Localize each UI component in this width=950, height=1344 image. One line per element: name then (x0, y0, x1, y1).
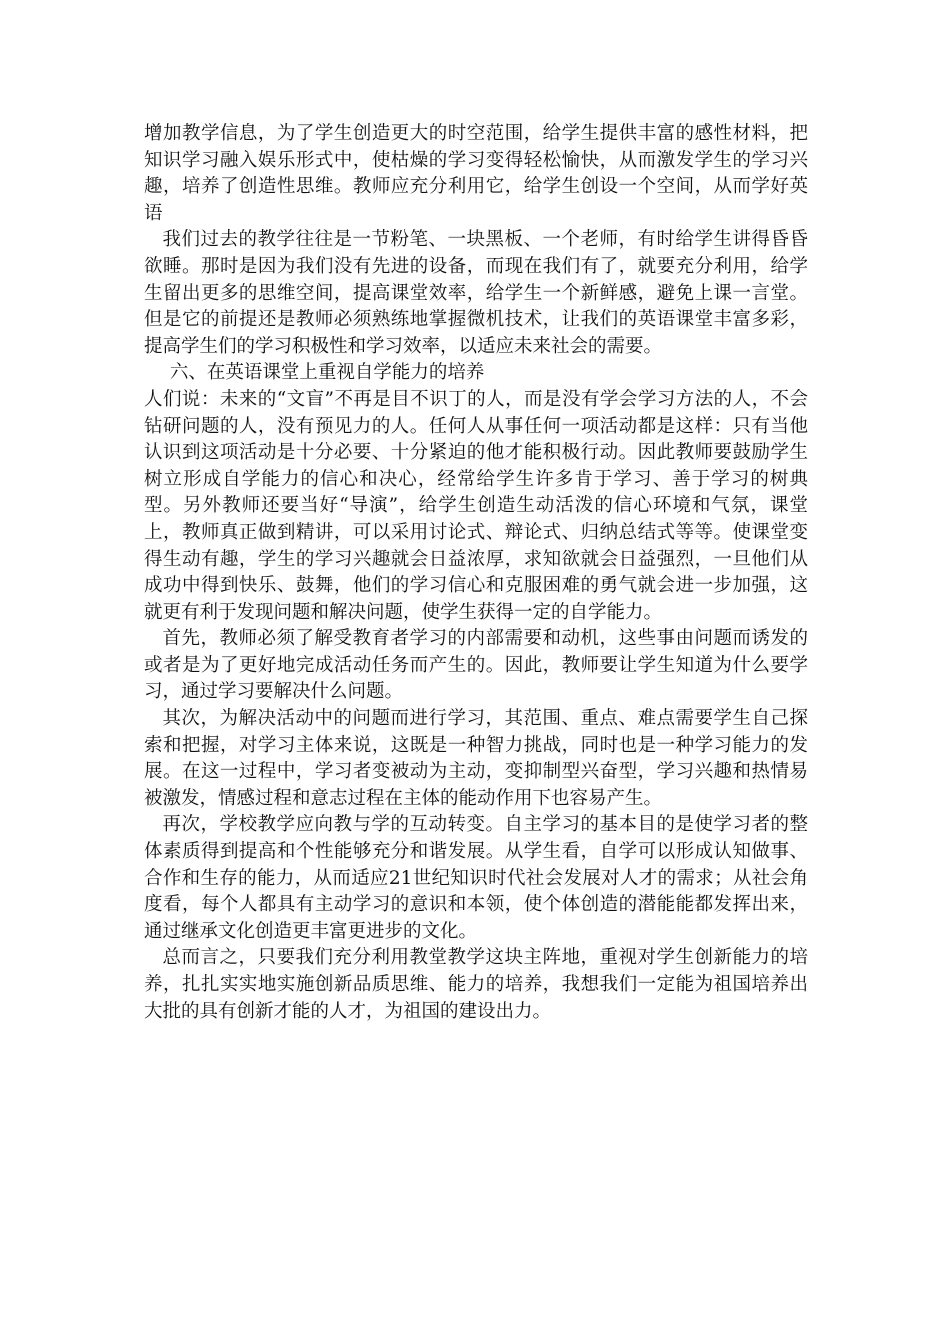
document-page (144, 121, 808, 1025)
body-paragraph-6: 再次，学校教学应向教与学的互动转变。自主学习的基本目的是使学习者的整体素质得到提高和个性能够充分和谐发展。从学生看，自学可以形成认知做事、合作和生存的能力，从而适应21世纪知识时代社会发展对人才的需求；从社会角度看，每个人都具有主动学习的意识和本领，使个体创造的潜能能都发挥出来，通过继承文化创造更丰富更进步的文化。 (144, 814, 808, 942)
body-paragraph-5: 其次，为解决活动中的问题而进行学习，其范围、重点、难点需要学生自己探索和把握，对学习主体来说，这既是一种智力挑战，同时也是一种学习能力的发展。在这一过程中，学习者变被动为主动，变抑制型兴奋型，学习兴趣和热情易被激发，情感过程和意志过程在主体的能动作用下也容易产生。 (144, 708, 808, 809)
body-paragraph-7: 总而言之，只要我们充分利用教堂教学这块主阵地，重视对学生创新能力的培养，扎扎实实地实施创新品质思维、能力的培养，我想我们一定能为祖国培养出大批的具有创新才能的人才，为祖国的建设出力。 (144, 947, 808, 1022)
section-heading-6: 六、在英语课堂上重视自学能力的培养 (169, 362, 485, 384)
body-paragraph-1: 增加教学信息，为了学生创造更大的时空范围，给学生提供丰富的感性材料，把知识学习融入娱乐形式中，使枯燥的学习变得轻松愉快，从而激发学生的学习兴趣，培养了创造性思维。教师应充分利用它，给学生创设一个空间，从而学好英语 (144, 123, 808, 224)
body-paragraph-3: 人们说：未来的“文盲”不再是目不识丁的人，而是没有学会学习方法的人，不会钻研问题的人，没有预见力的人。任何人从事任何一项活动都是这样：只有当他认识到这项活动是十分必要、十分紧迫的他才能积极行动。因此教师要鼓励学生树立形成自学能力的信心和决心，经常给学生许多肯于学习、善于学习的树典型。另外教师还要当好“导演”，给学生创造生动活泼的信心环境和气氛，课堂上，教师真正做到精讲，可以采用讨论式、辩论式、归纳总结式等等。使课堂变得生动有趣，学生的学习兴趣就会日益浓厚，求知欲就会日益强烈，一旦他们从成功中得到快乐、鼓舞，他们的学习信心和克服困难的勇气就会进一步加强，这就更有利于发现问题和解决问题，使学生获得一定的自学能力。 (144, 388, 808, 623)
body-paragraph-4: 首先，教师必须了解受教育者学习的内部需要和动机，这些事由问题而诱发的或者是为了更好地完成活动任务而产生的。因此，教师要让学生知道为什么要学习，通过学习要解决什么问题。 (144, 628, 808, 703)
body-paragraph-2: 我们过去的教学往往是一节粉笔、一块黑板、一个老师，有时给学生讲得昏昏欲睡。那时是因为我们没有先进的设备，而现在我们有了，就要充分利用，给学生留出更多的思维空间，提高课堂效率，给学生一个新鲜感，避免上课一言堂。但是它的前提还是教师必须熟练地掌握微机技术，让我们的英语课堂丰富多彩，提高学生们的学习积极性和学习效率，以适应未来社会的需要。 (144, 229, 808, 357)
